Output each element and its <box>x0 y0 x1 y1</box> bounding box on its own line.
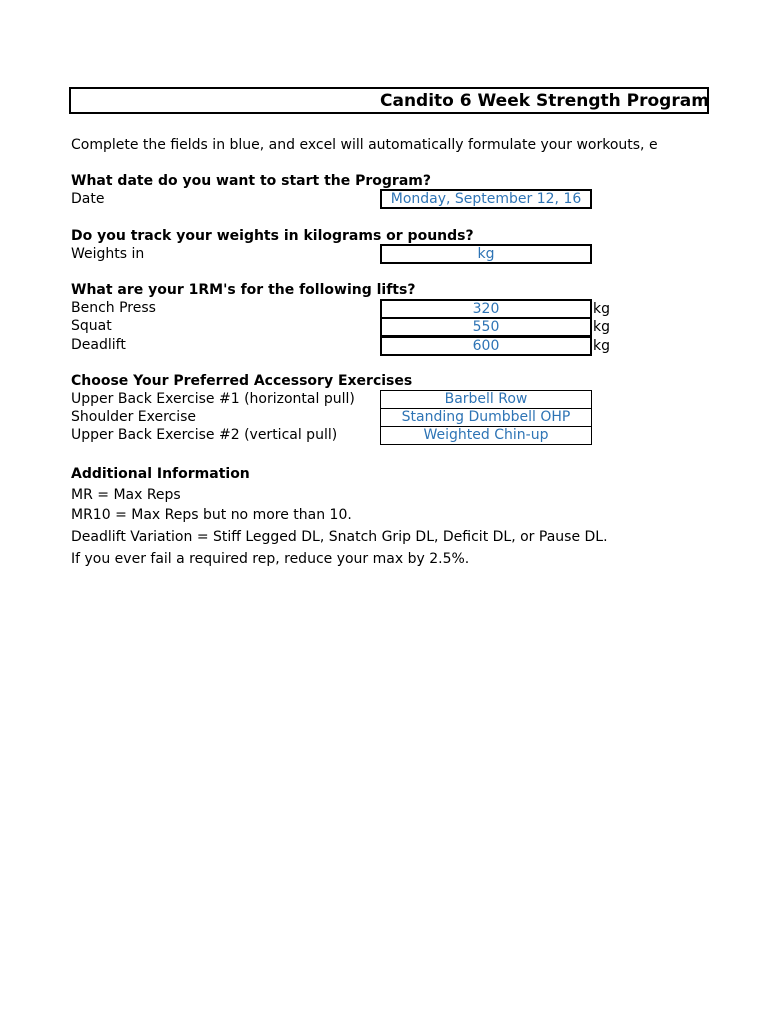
accessory-label-upper-back-1: Upper Back Exercise #1 (horizontal pull) <box>71 391 355 407</box>
page-title: Candito 6 Week Strength Program <box>380 91 709 111</box>
lift-label-deadlift: Deadlift <box>71 337 126 353</box>
upper-back-1-select[interactable]: Barbell Row <box>380 390 592 409</box>
lifts-section-heading: What are your 1RM's for the following lifts? <box>71 282 416 298</box>
intro-text: Complete the fields in blue, and excel will automatically formulate your workouts, e <box>71 137 658 153</box>
squat-unit: kg <box>593 319 610 335</box>
info-line-mr: MR = Max Reps <box>71 487 181 503</box>
lift-label-squat: Squat <box>71 318 112 334</box>
lift-label-bench-press: Bench Press <box>71 300 156 316</box>
date-input[interactable]: Monday, September 12, 16 <box>380 189 592 209</box>
upper-back-2-select[interactable]: Weighted Chin-up <box>380 426 592 445</box>
shoulder-exercise-select[interactable]: Standing Dumbbell OHP <box>380 408 592 427</box>
date-section-heading: What date do you want to start the Program? <box>71 173 431 189</box>
bench-press-unit: kg <box>593 301 610 317</box>
info-line-mr10: MR10 = Max Reps but no more than 10. <box>71 507 352 523</box>
units-label: Weights in <box>71 246 145 262</box>
accessory-label-upper-back-2: Upper Back Exercise #2 (vertical pull) <box>71 427 338 443</box>
deadlift-unit: kg <box>593 338 610 354</box>
squat-1rm-input[interactable]: 550 <box>380 317 592 337</box>
bench-press-1rm-input[interactable]: 320 <box>380 299 592 319</box>
units-input[interactable]: kg <box>380 244 592 264</box>
accessory-label-shoulder: Shoulder Exercise <box>71 409 197 425</box>
units-section-heading: Do you track your weights in kilograms or pounds? <box>71 228 474 244</box>
info-line-deadlift-variation: Deadlift Variation = Stiff Legged DL, Snatch Grip DL, Deficit DL, or Pause DL. <box>71 529 608 545</box>
deadlift-1rm-input[interactable]: 600 <box>380 336 592 356</box>
accessory-section-heading: Choose Your Preferred Accessory Exercises <box>71 373 413 389</box>
info-line-fail-rule: If you ever fail a required rep, reduce your max by 2.5%. <box>71 551 470 567</box>
additional-info-heading: Additional Information <box>71 466 250 482</box>
date-label: Date <box>71 191 105 207</box>
